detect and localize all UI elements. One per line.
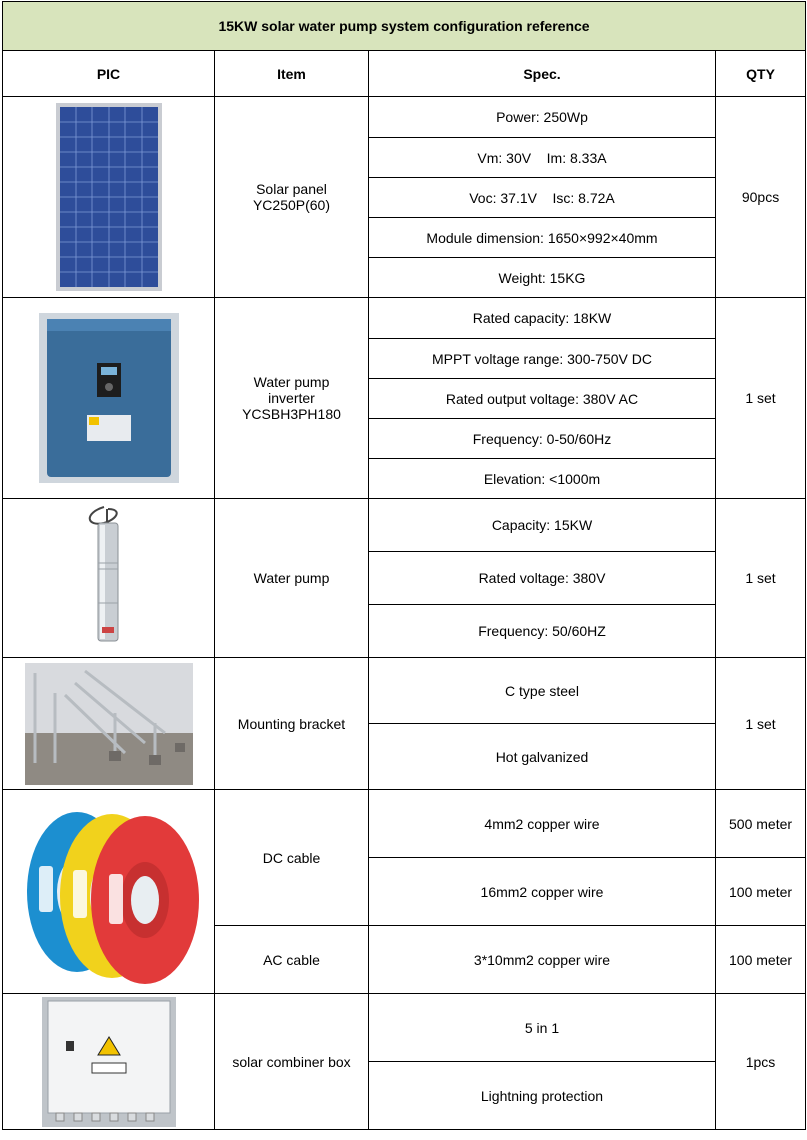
water-pump-qty: 1 set	[716, 499, 806, 658]
inverter-model: YCSBH3PH180	[242, 406, 341, 422]
dc-cable-qty: 100 meter	[716, 858, 806, 926]
inverter-spec: MPPT voltage range: 300-750V DC	[369, 339, 716, 379]
inverter-name-line1: Water pump	[253, 374, 330, 390]
water-pump-item: Water pump	[215, 499, 369, 658]
solar-panel-item	[215, 97, 369, 298]
inverter-spec: Frequency: 0-50/60Hz	[369, 419, 716, 459]
inverter-image	[3, 298, 215, 499]
combiner-box-image	[3, 994, 215, 1130]
inverter-item	[215, 298, 369, 499]
mounting-bracket-qty: 1 set	[716, 658, 806, 790]
solar-panel-image	[3, 97, 215, 298]
inverter-qty: 1 set	[716, 298, 806, 499]
mounting-bracket-spec: Hot galvanized	[369, 724, 716, 790]
inverter-spec: Rated output voltage: 380V AC	[369, 379, 716, 419]
table-title: 15KW solar water pump system configuration reference	[3, 2, 806, 51]
solar-panel-model: YC250P(60)	[252, 197, 331, 213]
mounting-bracket-spec: C type steel	[369, 658, 716, 724]
solar-panel-spec: Voc: 37.1V Isc: 8.72A	[369, 178, 716, 218]
solar-panel-qty: 90pcs	[716, 97, 806, 298]
solar-panel-spec: Weight: 15KG	[369, 258, 716, 298]
header-spec: Spec.	[369, 51, 716, 97]
ac-cable-spec: 3*10mm2 copper wire	[369, 926, 716, 994]
solar-panel-spec: Power: 250Wp	[369, 97, 716, 138]
inverter-spec: Rated capacity: 18KW	[369, 298, 716, 339]
water-pump-spec: Capacity: 15KW	[369, 499, 716, 552]
dc-cable-qty: 500 meter	[716, 790, 806, 858]
inverter-name-line2: inverter	[268, 390, 315, 406]
solar-panel-name: Solar panel	[256, 181, 327, 197]
solar-panel-spec: Module dimension: 1650×992×40mm	[369, 218, 716, 258]
water-pump-spec: Rated voltage: 380V	[369, 552, 716, 605]
water-pump-spec: Frequency: 50/60HZ	[369, 605, 716, 658]
dc-cable-spec: 4mm2 copper wire	[369, 790, 716, 858]
combiner-box-item: solar combiner box	[215, 994, 369, 1130]
dc-cable-item: DC cable	[215, 790, 369, 926]
solar-panel-spec: Vm: 30V Im: 8.33A	[369, 138, 716, 178]
configuration-table	[2, 1, 806, 1130]
dc-cable-spec: 16mm2 copper wire	[369, 858, 716, 926]
mounting-bracket-item: Mounting bracket	[215, 658, 369, 790]
mounting-bracket-image	[3, 658, 215, 790]
ac-cable-item: AC cable	[215, 926, 369, 994]
water-pump-image	[3, 499, 215, 658]
cable-image	[3, 790, 215, 994]
combiner-box-qty: 1pcs	[716, 994, 806, 1130]
header-pic: PIC	[3, 51, 215, 97]
combiner-box-spec: Lightning protection	[369, 1062, 716, 1130]
inverter-spec: Elevation: <1000m	[369, 459, 716, 499]
header-item: Item	[215, 51, 369, 97]
combiner-box-spec: 5 in 1	[369, 994, 716, 1062]
header-qty: QTY	[716, 51, 806, 97]
ac-cable-qty: 100 meter	[716, 926, 806, 994]
